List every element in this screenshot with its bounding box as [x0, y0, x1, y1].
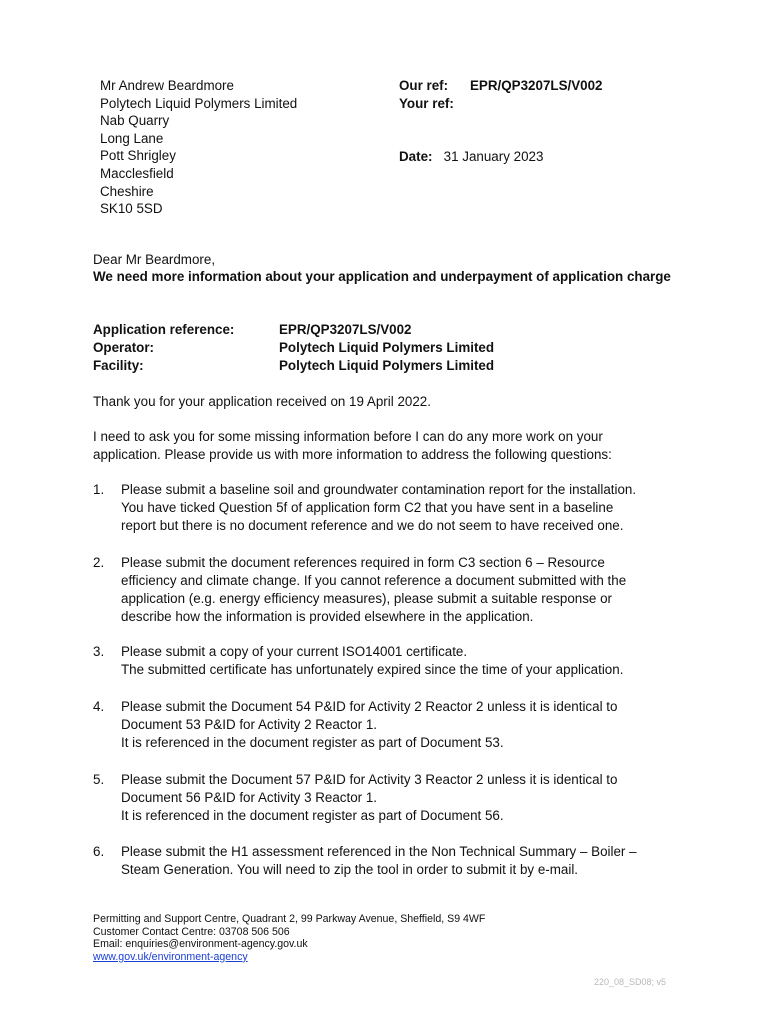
detail-row: [93, 321, 494, 339]
item-line: Please submit a copy of your current ISO14001 certificate.: [121, 644, 468, 659]
item-line: describe how the information is provided elsewhere in the application.: [121, 609, 534, 624]
item-line: It is referenced in the document register as part of Document 56.: [121, 808, 504, 823]
address-line: Pott Shrigley: [100, 148, 176, 164]
item-line: Please submit the H1 assessment referenced in the Non Technical Summary – Boiler –: [121, 844, 637, 859]
footer: [93, 913, 485, 963]
date-row: [399, 149, 543, 164]
salutation: Dear Mr Beardmore,: [93, 252, 216, 267]
intro-paragraph: [93, 428, 683, 464]
item-line: The submitted certificate has unfortunately expired since the time of your application.: [121, 662, 624, 677]
recipient-address: [100, 77, 297, 218]
item-line: Please submit a baseline soil and groundwater contamination report for the installation.: [121, 482, 637, 497]
address-line: Polytech Liquid Polymers Limited: [100, 95, 298, 111]
item-number: 5.: [93, 772, 105, 787]
address-line: Long Lane: [100, 130, 164, 146]
your-ref-row: [399, 95, 603, 113]
item-line: efficiency and climate change. If you cannot reference a document submitted with the: [121, 573, 627, 588]
detail-row: [93, 339, 494, 357]
item-line: Please submit the Document 54 P&ID for Activity 2 Reactor 2 unless it is identical to: [121, 699, 618, 714]
item-line: Document 53 P&ID for Activity 2 Reactor 1.: [121, 717, 378, 732]
detail-row: [93, 357, 494, 375]
our-ref-label: Our ref:: [399, 78, 449, 93]
reference-block: [399, 77, 603, 112]
question-item-2: [93, 554, 693, 626]
question-item-6: [93, 843, 693, 879]
item-line: Document 56 P&ID for Activity 3 Reactor 1.: [121, 790, 378, 805]
our-ref-value: EPR/QP3207LS/V002: [470, 78, 603, 93]
item-number: 1.: [93, 482, 105, 497]
document-reference: 220_08_SD08; v5: [594, 977, 667, 987]
item-line: You have ticked Question 5f of application form C2 that you have sent in a baseline: [121, 500, 614, 515]
item-line: application (e.g. energy efficiency measures), please submit a suitable response or: [121, 591, 613, 606]
your-ref-label: Your ref:: [399, 95, 454, 111]
letter-subject: We need more information about your application and underpayment of application charge: [93, 269, 671, 284]
detail-value: EPR/QP3207LS/V002: [279, 322, 412, 337]
item-number: 4.: [93, 699, 105, 714]
our-ref-row: [399, 77, 603, 95]
question-item-5: [93, 771, 693, 825]
detail-label: Application reference:: [93, 322, 235, 337]
item-line: Steam Generation. You will need to zip the tool in order to submit it by e-mail.: [121, 862, 579, 877]
footer-contact: Customer Contact Centre: 03708 506 506: [93, 925, 290, 938]
item-line: It is referenced in the document register as part of Document 53.: [121, 735, 504, 750]
detail-label: Operator:: [93, 340, 155, 355]
item-number: 3.: [93, 644, 105, 659]
item-line: report but there is no document reference and we do not seem to have received one.: [121, 518, 624, 533]
application-details: [93, 321, 494, 375]
intro-line: I need to ask you for some missing information before I can do any more work on your: [93, 429, 603, 444]
intro-line: application. Please provide us with more information to address the following questions:: [93, 447, 612, 462]
item-line: Please submit the Document 57 P&ID for Activity 3 Reactor 2 unless it is identical to: [121, 772, 618, 787]
date-value: 31 January 2023: [443, 149, 544, 164]
thanks-paragraph: Thank you for your application received on 19 April 2022.: [93, 394, 431, 409]
address-line: Macclesfield: [100, 165, 174, 181]
question-item-4: [93, 698, 693, 752]
address-line: Cheshire: [100, 183, 154, 199]
footer-address: Permitting and Support Centre, Quadrant 2, 99 Parkway Avenue, Sheffield, S9 4WF: [93, 913, 486, 925]
question-item-3: [93, 643, 693, 679]
date-label: Date:: [399, 149, 433, 164]
footer-email: Email: enquiries@environment-agency.gov.uk: [93, 938, 308, 951]
item-number: 2.: [93, 555, 105, 570]
address-line: Mr Andrew Beardmore: [100, 78, 234, 93]
address-line: SK10 5SD: [100, 201, 163, 217]
address-line: Nab Quarry: [100, 113, 170, 129]
item-line: Please submit the document references required in form C3 section 6 – Resource: [121, 555, 605, 570]
footer-website-link[interactable]: www.gov.uk/environment-agency: [93, 950, 248, 963]
question-item-1: [93, 481, 693, 535]
detail-value: Polytech Liquid Polymers Limited: [279, 340, 495, 355]
detail-value: Polytech Liquid Polymers Limited: [279, 358, 495, 373]
item-number: 6.: [93, 844, 105, 859]
detail-label: Facility:: [93, 358, 144, 373]
